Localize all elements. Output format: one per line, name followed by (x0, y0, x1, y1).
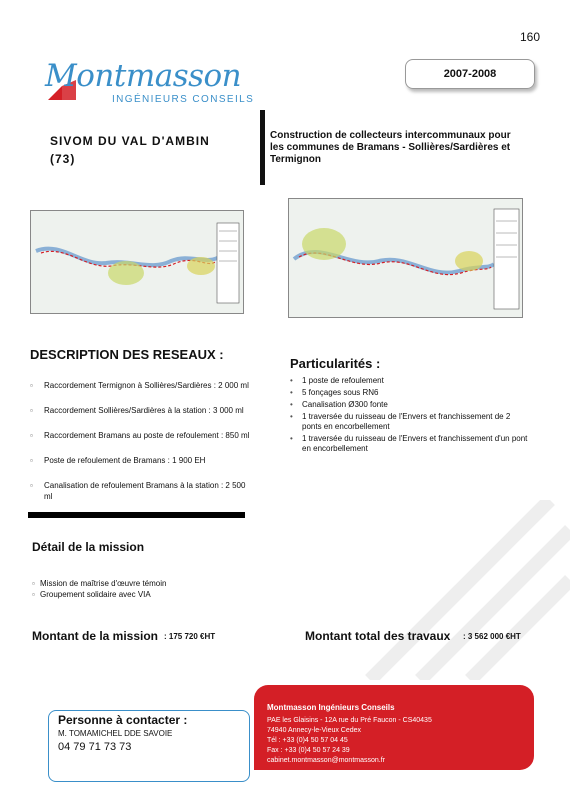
list-item: • 1 traversée du ruisseau de l'Envers et franchissement d'un pont en encorbellement (290, 434, 530, 454)
list-item: • Canalisation Ø300 fonte (290, 400, 530, 410)
divider-bar (260, 110, 265, 185)
mission-amount-label: Montant de la mission (32, 629, 159, 643)
mission-heading: Détail de la mission (32, 540, 145, 554)
map-image-1 (30, 210, 244, 314)
decorative-stripes (330, 500, 570, 680)
total-amount-value: : 3 562 000 €HT (463, 632, 521, 641)
list-item: • 1 poste de refoulement (290, 376, 530, 386)
list-item: • 5 fonçages sous RN6 (290, 388, 530, 398)
mission-list (32, 578, 166, 600)
company-address-1: PAE les Glaisins - 12A rue du Pré Faucon - CS40435 (267, 717, 432, 724)
list-item: ▫ Canalisation de refoulement Bramans à la station : 2 500 ml (30, 480, 255, 502)
list-item: ▫ Raccordement Sollières/Sardières à la station : 3 000 ml (30, 405, 255, 416)
company-tel: Tél : +33 (0)4 50 57 04 45 (267, 737, 348, 744)
client-name: SIVOM DU VAL D'AMBIN (50, 134, 210, 148)
description-heading: DESCRIPTION DES RESEAUX : (30, 347, 224, 362)
page-number: 160 (519, 30, 540, 44)
total-amount-label: Montant total des travaux (305, 629, 451, 643)
logo-tagline: INGÉNIEURS CONSEILS (112, 94, 255, 105)
company-details (267, 716, 432, 766)
client-department: (73) (50, 152, 76, 166)
list-item: ▫ Poste de refoulement de Bramans : 1 900 EH (30, 455, 255, 466)
company-address-2: 74940 Annecy-le-Vieux Cedex (267, 727, 362, 734)
particularites-list (290, 376, 530, 456)
list-item: ▫ Raccordement Termignon à Sollières/Sardières : 2 000 ml (30, 380, 255, 391)
list-item: ▫ Groupement solidaire avec VIA (32, 589, 166, 600)
mission-amount-value: : 175 720 €HT (164, 632, 216, 641)
map-image-2 (288, 198, 523, 318)
company-email: cabinet.montmasson@montmasson.fr (267, 757, 385, 764)
contact-title: Personne à contacter : (58, 713, 188, 727)
client-block (50, 132, 210, 168)
company-name: Montmasson Ingénieurs Conseils (267, 703, 395, 712)
list-item: • 1 traversée du ruisseau de l'Envers et franchissement de 2 ponts en encorbellement (290, 412, 530, 432)
list-item: ▫ Mission de maîtrise d'œuvre témoin (32, 578, 166, 589)
section-divider (28, 512, 245, 518)
description-list (30, 380, 255, 516)
list-item: ▫ Raccordement Bramans au poste de refoulement : 850 ml (30, 430, 255, 441)
project-title: Construction de collecteurs intercommunaux pour les communes de Bramans - Sollières/Sardières et Termignon (270, 130, 511, 165)
particularites-heading: Particularités : (290, 356, 381, 371)
contact-phone: 04 79 71 73 73 (58, 741, 132, 753)
year-badge: 2007-2008 (405, 59, 535, 89)
logo: Montmasson (45, 58, 242, 94)
company-fax: Fax : +33 (0)4 50 57 24 39 (267, 747, 350, 754)
contact-name: M. TOMAMICHEL DDE SAVOIE (58, 729, 173, 738)
